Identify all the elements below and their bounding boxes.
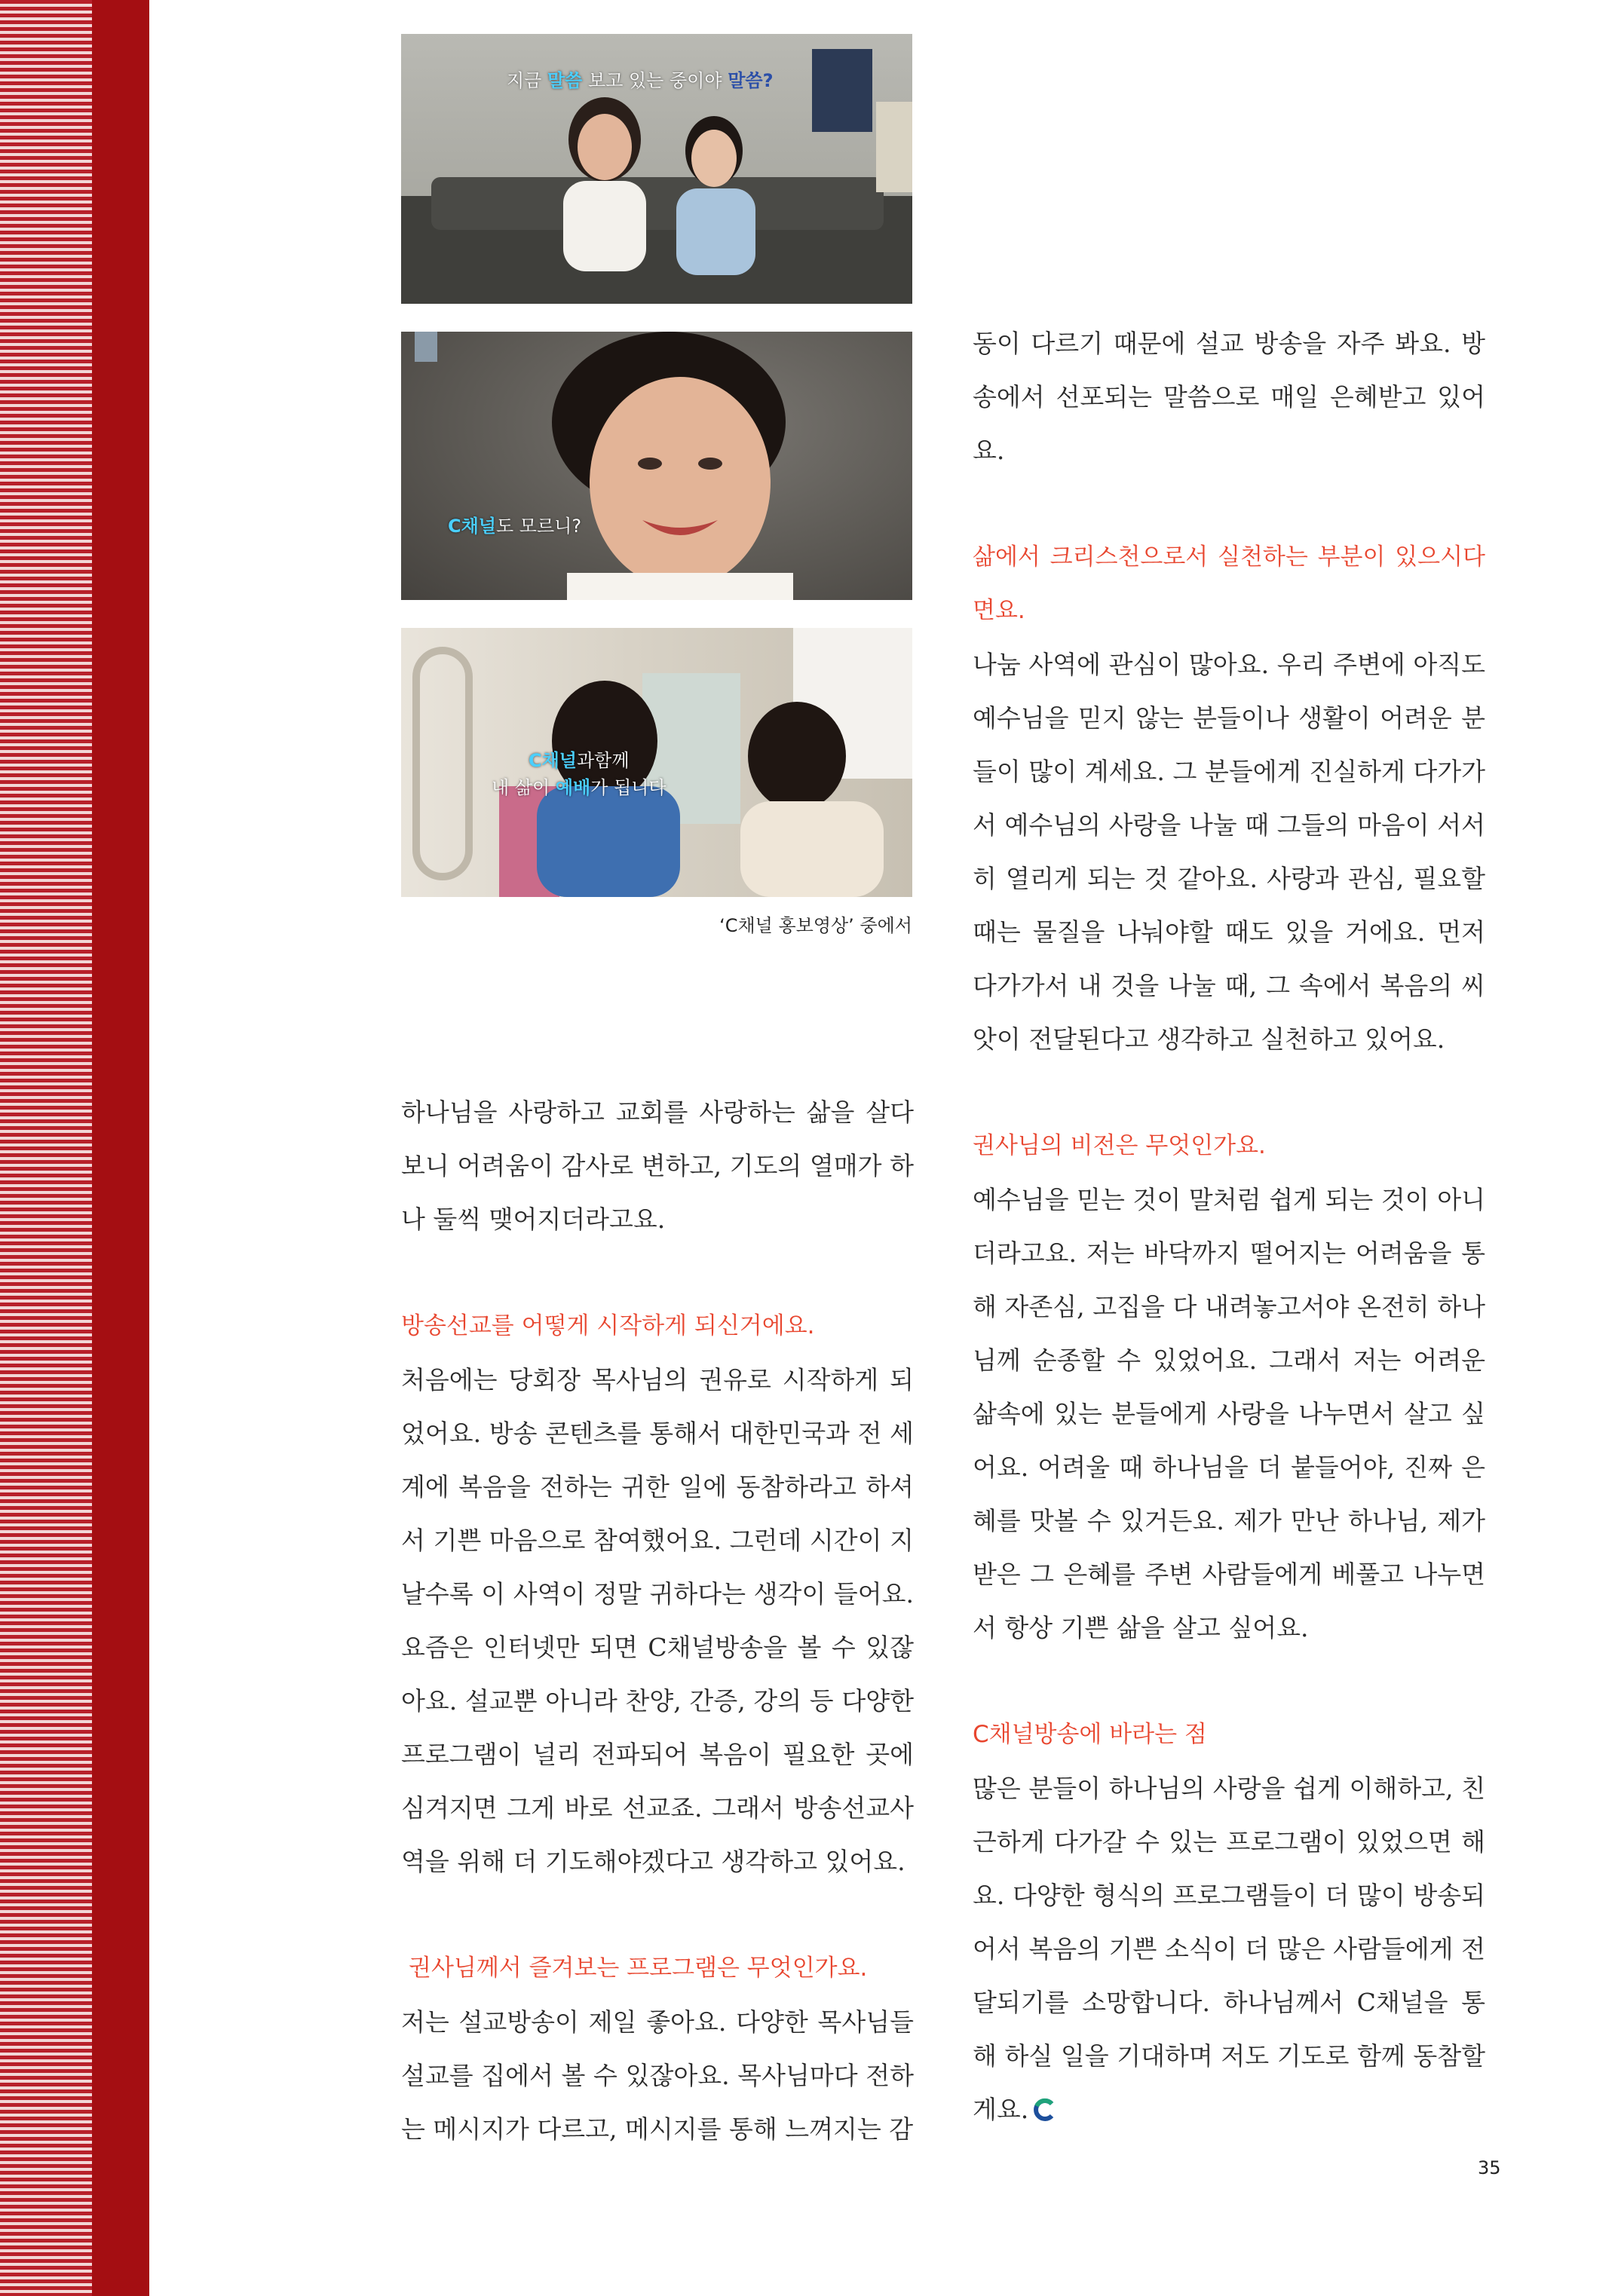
right-column: [973, 317, 1485, 2136]
paragraph-gap: [973, 1066, 1485, 1119]
left-column: [401, 1085, 914, 2156]
paragraph-gap: [401, 1888, 914, 1942]
decorative-stripe-band: [0, 0, 92, 2296]
page-number: 35: [1478, 2157, 1501, 2178]
question-heading-3: 삶에서 크리스천으로서 실천하는 부분이 있으시다면요.: [973, 543, 1485, 624]
question-heading-2: 권사님께서 즐겨보는 프로그램은 무엇인가요.: [409, 1955, 868, 1982]
decorative-red-bar: [92, 0, 149, 2296]
paragraph-gap: [973, 1655, 1485, 1708]
video-overlay-caption-1: 지금 말씀 보고 있는 중이야 말씀?: [507, 70, 774, 91]
paragraph-gap: [401, 1246, 914, 1300]
question-heading-4: 권사님의 비전은 무엇인가요.: [973, 1132, 1266, 1159]
photo-caption: ‘C채널 홍보영상’ 중에서: [719, 915, 912, 936]
c-channel-logo-icon: [1031, 2097, 1057, 2123]
video-overlay-caption-2: C채널도 모르니?: [448, 516, 582, 537]
video-overlay-caption-3-line-1: C채널과함께: [529, 750, 630, 771]
video-overlay-caption-3: [492, 747, 666, 801]
right-paragraph-3: 예수님을 믿는 것이 말처럼 쉽게 되는 것이 아니더라고요. 저는 바닥까지 떨어지는 어려움을 통해 자존심, 고집을 다 내려놓고서야 온전히 하나님께 순종할 수 있었어요. 그래서 저는 어려운 삶속에 있는 분들에게 사랑을 나누면서 살고 싶어요. 어려울 때 하나님을 더 붙들어야, 진짜 은혜를 맛볼 수 있거든요. 제가 만난 하나님, 제가 받은 그 은혜를 주변 사람들에게 베풀고 나누면서 항상 기쁜 삶을 살고 싶어요.: [973, 1185, 1485, 1642]
paragraph-gap: [973, 477, 1485, 531]
video-overlay-caption-3-line-2: 내 삶이 예배가 됩니다: [492, 777, 666, 798]
right-paragraph-4-text: 많은 분들이 하나님의 사랑을 쉽게 이해하고, 친근하게 다가갈 수 있는 프로그램이 있었으면 해요. 다양한 형식의 프로그램들이 더 많이 방송되어서 복음의 기쁜 소식이 더 많은 사람들에게 전달되기를 소망합니다. 하나님께서 C채널을 통해 하실 일을 기대하며 저도 기도로 함께 동참할게요.: [973, 1774, 1485, 2124]
video-still-1: [401, 34, 912, 304]
video-still-3: [401, 628, 912, 897]
video-still-2: [401, 332, 912, 600]
left-paragraph-3: 저는 설교방송이 제일 좋아요. 다양한 목사님들 설교를 집에서 볼 수 있잖아요. 목사님마다 전하는 메시지가 다르고, 메시지를 통해 느껴지는 감: [401, 2007, 914, 2144]
right-paragraph-2: 나눔 사역에 관심이 많아요. 우리 주변에 아직도 예수님을 믿지 않는 분들이나 생활이 어려운 분들이 많이 계세요. 그 분들에게 진실하게 다가가서 예수님의 사랑을 나눌 때 그들의 마음이 서서히 열리게 되는 것 같아요. 사랑과 관심, 필요할 때는 물질을 나눠야할 때도 있을 거에요. 먼저 다가가서 내 것을 나눌 때, 그 속에서 복음의 씨앗이 전달된다고 생각하고 실천하고 있어요.: [973, 650, 1485, 1054]
right-paragraph-1: 동이 다르기 때문에 설교 방송을 자주 봐요. 방송에서 선포되는 말씀으로 매일 은혜받고 있어요.: [973, 329, 1485, 465]
right-paragraph-4: [973, 1762, 1485, 2136]
question-heading-1: 방송선교를 어떻게 시작하게 되신거에요.: [401, 1312, 815, 1339]
question-heading-5: C채널방송에 바라는 점: [973, 1721, 1207, 1748]
video-still-2-scene: [401, 332, 912, 600]
left-paragraph-1: 하나님을 사랑하고 교회를 사랑하는 삶을 살다보니 어려움이 감사로 변하고, 기도의 열매가 하나 둘씩 맺어지더라고요.: [401, 1097, 914, 1234]
left-paragraph-2: 처음에는 당회장 목사님의 권유로 시작하게 되었어요. 방송 콘텐츠를 통해서 대한민국과 전 세계에 복음을 전하는 귀한 일에 동참하라고 하셔서 기쁜 마음으로 참여했어요. 그런데 시간이 지날수록 이 사역이 정말 귀하다는 생각이 들어요. 요즘은 인터넷만 되면 C채널방송을 볼 수 있잖아요. 설교뿐 아니라 찬양, 간증, 강의 등 다양한 프로그램이 널리 전파되어 복음이 필요한 곳에 심겨지면 그게 바로 선교죠. 그래서 방송선교사역을 위해 더 기도해야겠다고 생각하고 있어요.: [401, 1365, 914, 1876]
